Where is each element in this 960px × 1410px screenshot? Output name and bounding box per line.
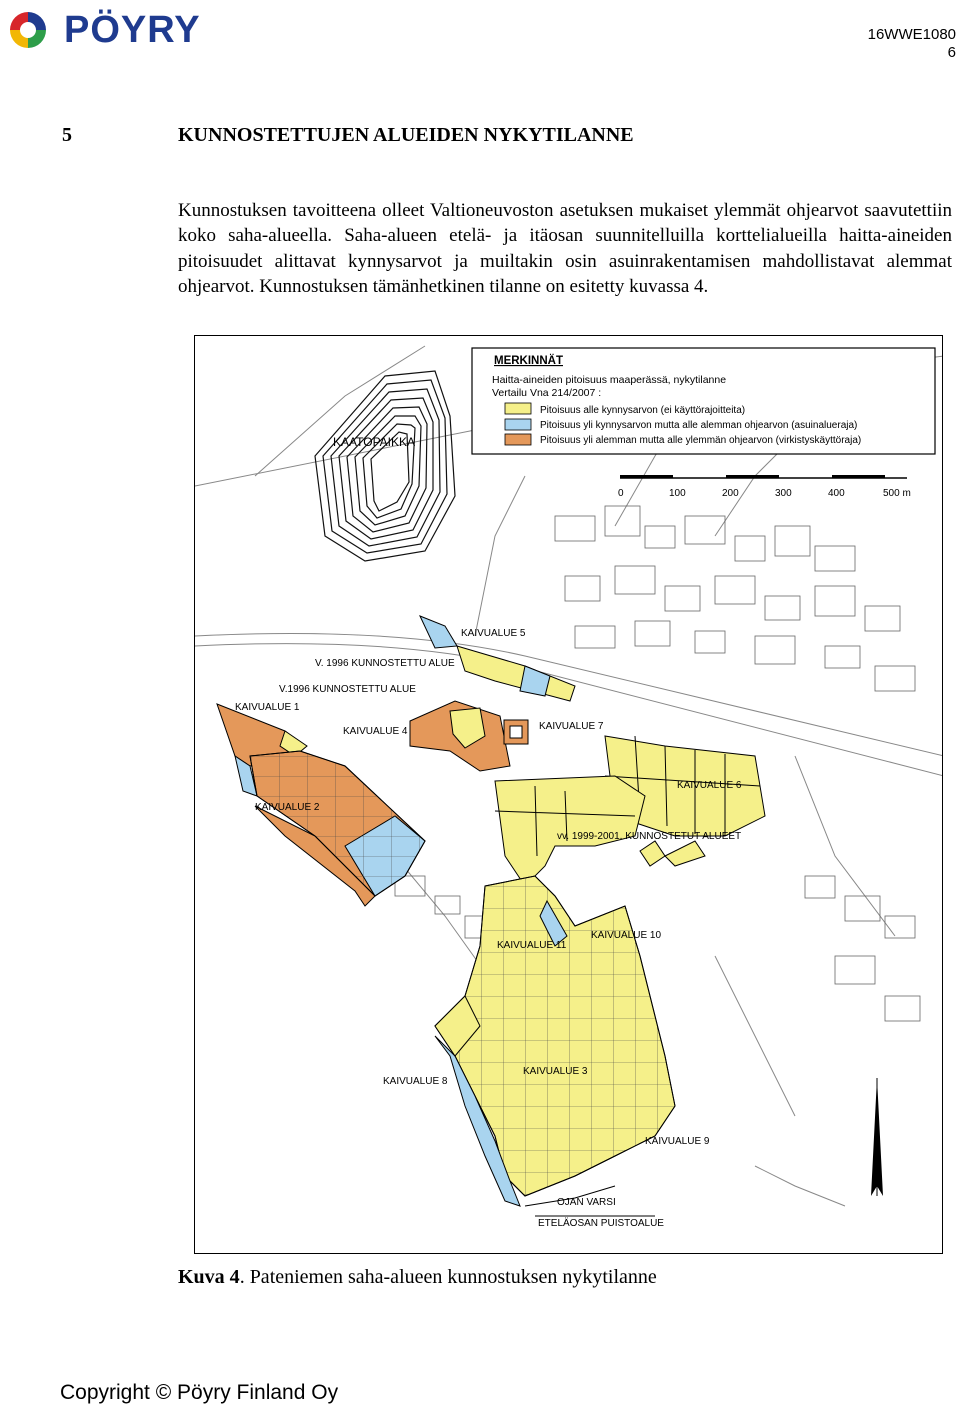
- label-kaatopaikka: KAATOPAIKKA: [333, 435, 416, 449]
- scale-tick-5: 500 m: [883, 488, 911, 499]
- area-kaivualue-11-3-8: [435, 876, 675, 1206]
- scale-tick-3: 300: [775, 488, 792, 499]
- legend-subtitle-1: Haitta-aineiden pitoisuus maaperässä, nykytilanne: [492, 374, 727, 386]
- label-kaivualue-10: KAIVUALUE 10: [591, 930, 662, 941]
- scale-tick-0: 0: [618, 488, 624, 499]
- area-kaivualue-4: [410, 701, 510, 771]
- label-kaivualue-5: KAIVUALUE 5: [461, 628, 526, 639]
- legend-swatch-blue: [505, 419, 531, 430]
- label-kaivualue-2: KAIVUALUE 2: [255, 802, 320, 813]
- map-figure: [194, 335, 943, 1254]
- document-id: 16WWE1080: [867, 26, 956, 43]
- landfill: [315, 371, 455, 561]
- legend-item-3: Pitoisuus yli alemman mutta alle ylemmän ohjearvon (virkistyskäyttöraja): [540, 435, 862, 446]
- caption-text: . Pateniemen saha-alueen kunnostuksen nykytilanne: [239, 1266, 657, 1288]
- label-v1999: vv. 1999-2001. KUNNOSTETUT ALUEET: [557, 831, 742, 842]
- area-kaivualue-7: [504, 720, 528, 744]
- label-kaivualue-3: KAIVUALUE 3: [523, 1066, 588, 1077]
- scale-tick-1: 100: [669, 488, 686, 499]
- label-kaivualue-4: KAIVUALUE 4: [343, 726, 408, 737]
- label-kaivualue-1: KAIVUALUE 1: [235, 702, 300, 713]
- site-map: [195, 336, 943, 1254]
- scale-tick-4: 400: [828, 488, 845, 499]
- scale-bar: [618, 475, 911, 499]
- label-ojan-varsi: OJAN VARSI: [557, 1197, 616, 1208]
- footer-copyright: Copyright © Pöyry Finland Oy: [60, 1381, 339, 1404]
- poyry-logo: [6, 8, 246, 52]
- label-kaivualue-9: KAIVUALUE 9: [645, 1136, 710, 1147]
- figure-caption: [178, 1266, 657, 1289]
- section-number: 5: [62, 124, 72, 146]
- document-reference: [868, 26, 956, 62]
- logo-wordmark: PÖYRY: [64, 9, 201, 51]
- scale-tick-2: 200: [722, 488, 739, 499]
- label-v1996-b: V.1996 KUNNOSTETTU ALUE: [279, 684, 416, 695]
- map-legend: [472, 348, 935, 454]
- north-arrow-icon: [871, 1078, 883, 1196]
- poyry-logo-mark-icon: [6, 8, 50, 52]
- label-kaivualue-7: KAIVUALUE 7: [539, 721, 604, 732]
- legend-swatch-orange: [505, 434, 531, 445]
- label-kaivualue-8: KAIVUALUE 8: [383, 1076, 448, 1087]
- legend-item-1: Pitoisuus alle kynnysarvon (ei käyttörajoitteita): [540, 405, 746, 416]
- page-number: 6: [947, 44, 956, 61]
- legend-swatch-yellow: [505, 403, 531, 414]
- label-kaivualue-6: KAIVUALUE 6: [677, 780, 742, 791]
- body-paragraph: Kunnostuksen tavoitteena olleet Valtioneuvoston asetuksen mukaiset ylemmät ohjearvot saavutettiin koko saha-alueella. Saha-alueen etelä- ja itäosan suunnitelluilla korttelialueilla haitta-aineiden pitoisuudet alittavat kynnysarvot ja muiltakin osin asuinrakentamisen mahdollistavat alemmat ohjearvot. Kunnostuksen tämänhetkinen tilanne on esitetty kuvassa 4.: [178, 200, 952, 297]
- label-puistoalue: ETELÄOSAN PUISTOALUE: [538, 1218, 664, 1229]
- label-v1996-a: V. 1996 KUNNOSTETTU ALUE: [315, 658, 455, 669]
- legend-item-2: Pitoisuus yli kynnysarvon mutta alle alemman ohjearvon (asuinalueraja): [540, 420, 858, 431]
- legend-title: MERKINNÄT: [494, 355, 563, 367]
- label-kaivualue-11: KAIVUALUE 11: [497, 940, 567, 951]
- caption-label: Kuva 4: [178, 1266, 240, 1288]
- legend-subtitle-2: Vertailu Vna 214/2007 :: [492, 387, 602, 399]
- section-title: KUNNOSTETTUJEN ALUEIDEN NYKYTILANNE: [178, 124, 634, 146]
